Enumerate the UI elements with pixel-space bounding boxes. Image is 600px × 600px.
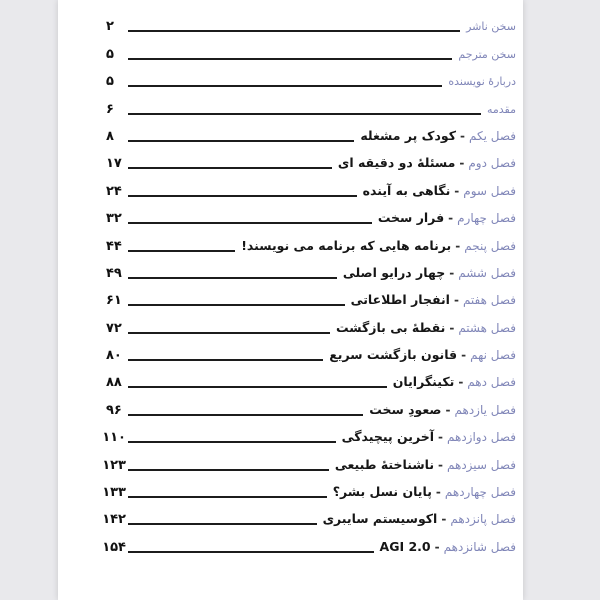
chapter-title: پایان نسل بشر؟ [332, 484, 432, 500]
separator: - [434, 539, 440, 554]
page-number: ۸ [106, 128, 114, 144]
chapter-title: مسئلهٔ دو دقیقه ای [337, 155, 456, 171]
chapter-title: فرار سخت [377, 210, 445, 226]
chapter-label: فصل ششم [458, 265, 516, 280]
dot-leader [128, 277, 337, 279]
separator: - [445, 402, 451, 417]
chapter-label: فصل پانزدهم [450, 512, 516, 527]
chapter-title: نقطهٔ بی بازگشت [336, 319, 446, 335]
toc-entry [106, 10, 516, 37]
toc-entry-title [448, 75, 516, 88]
dot-leader [128, 140, 354, 142]
page-number: ۲۴ [106, 183, 122, 199]
page-number: ۱۱۰ [102, 430, 126, 446]
toc-entry-title [466, 20, 516, 33]
chapter-title: AGI 2.0 [379, 538, 431, 554]
separator: - [449, 320, 455, 335]
page-number: ۱۵۴ [102, 539, 126, 555]
dot-leader [128, 222, 372, 224]
page-number: ۶۱ [106, 293, 122, 309]
chapter-label: فصل دوازدهم [447, 430, 516, 445]
page-number: ۶ [106, 101, 114, 117]
page-number: ۱۳۳ [102, 485, 126, 501]
chapter-title: کودک پر مشغله [360, 127, 457, 143]
chapter-title: نگاهی به آینده [362, 182, 451, 198]
toc-entry-title [369, 402, 516, 417]
page-number: ۸۸ [106, 375, 122, 391]
toc-entry-title [380, 539, 516, 554]
toc-entry-title [241, 238, 516, 253]
chapter-label: سخن ناشر [466, 20, 516, 34]
toc-entry-title [343, 265, 516, 280]
chapter-label: فصل سوم [463, 183, 516, 198]
toc-entry [106, 229, 516, 256]
toc-entry [106, 202, 516, 229]
separator: - [438, 457, 443, 472]
dot-leader [128, 469, 329, 471]
toc-entry-title [335, 457, 516, 472]
chapter-title: چهار درایو اصلی [342, 264, 446, 280]
separator: - [455, 238, 461, 253]
chapter-label: سخن مترجم [458, 47, 516, 61]
dot-leader [128, 332, 330, 334]
dot-leader [128, 250, 235, 252]
toc-entry-title [458, 48, 516, 61]
toc-entry-title [336, 320, 516, 335]
chapter-label: فصل سیزدهم [447, 457, 516, 472]
separator: - [458, 375, 464, 390]
chapter-label: فصل دهم [467, 375, 516, 390]
chapter-label: فصل نهم [470, 348, 516, 363]
chapter-label: فصل یکم [469, 128, 516, 143]
page-number: ۸۰ [106, 348, 122, 364]
chapter-title: ناشناختهٔ طبیعی [334, 456, 435, 472]
page-number: ۹۶ [106, 402, 122, 418]
toc-entry [102, 448, 516, 475]
dot-leader [128, 113, 481, 115]
book-page [58, 0, 523, 600]
toc-entry [106, 65, 516, 92]
toc-entry-title [393, 374, 516, 389]
chapter-label: دربارهٔ نویسنده [448, 75, 516, 89]
page-number: ۱۲۳ [102, 457, 126, 473]
chapter-title: برنامه هایی که برنامه می نویسند! [241, 237, 452, 253]
dot-leader [128, 359, 323, 361]
separator: - [448, 211, 454, 226]
toc-entry-title [378, 210, 516, 225]
toc-entry [106, 147, 516, 174]
toc-entry [106, 311, 516, 338]
toc-entry [106, 339, 516, 366]
toc-entry [106, 174, 516, 201]
page-number: ۲ [106, 19, 114, 35]
toc-entry [106, 37, 516, 64]
dot-leader [128, 523, 317, 525]
toc-entry-title [333, 484, 516, 499]
chapter-title: اکوسیستم سایبری [322, 511, 438, 527]
dot-leader [128, 167, 332, 169]
separator: - [435, 485, 441, 500]
dot-leader [128, 58, 452, 60]
chapter-label: فصل شانزدهم [443, 539, 516, 554]
chapter-title: تکینگرایان [392, 374, 455, 390]
page-number: ۱۴۲ [102, 512, 126, 528]
toc-entry-title [323, 511, 516, 526]
chapter-label: فصل دوم [468, 156, 516, 171]
page-number: ۵ [106, 74, 114, 90]
chapter-title: صعودِ سخت [369, 401, 442, 417]
toc-entry-title [363, 183, 516, 198]
dot-leader [128, 195, 357, 197]
separator: - [459, 156, 465, 171]
toc-entry-title [342, 429, 516, 444]
page-number: ۱۷ [106, 156, 122, 172]
chapter-label: فصل پنجم [464, 238, 516, 253]
toc-entry-title [329, 347, 516, 362]
separator: - [461, 348, 467, 363]
dot-leader [128, 441, 336, 443]
toc-entry [102, 503, 516, 530]
dot-leader [128, 85, 442, 87]
separator: - [454, 183, 460, 198]
dot-leader [128, 551, 374, 553]
toc-entry [102, 530, 516, 557]
chapter-label: فصل هفتم [462, 293, 516, 308]
toc-entry-title [360, 128, 516, 143]
dot-leader [128, 496, 327, 498]
page-number: ۳۲ [106, 211, 122, 227]
toc-entry [106, 257, 516, 284]
chapter-label: مقدمه [486, 102, 516, 116]
toc-entry [106, 92, 516, 119]
chapter-label: فصل چهارم [457, 211, 516, 226]
toc-entry [106, 393, 516, 420]
toc-entry-title [487, 103, 516, 116]
dot-leader [128, 386, 387, 388]
toc-entry-title [351, 292, 516, 307]
separator: - [441, 512, 447, 527]
table-of-contents [102, 10, 516, 558]
chapter-label: فصل چهاردهم [444, 485, 516, 500]
page-number: ۵ [106, 46, 114, 62]
chapter-title: قانون بازگشت سریع [329, 347, 458, 363]
separator: - [453, 293, 459, 308]
toc-entry [106, 366, 516, 393]
toc-entry [102, 421, 516, 448]
toc-entry-title [338, 155, 516, 170]
separator: - [449, 265, 455, 280]
separator: - [460, 128, 465, 143]
chapter-title: آخرین پیچیدگی [341, 429, 435, 445]
toc-entry [106, 120, 516, 147]
page-number: ۷۲ [106, 320, 122, 336]
dot-leader [128, 304, 345, 306]
toc-entry [106, 284, 516, 311]
dot-leader [128, 30, 460, 32]
chapter-title: انفجار اطلاعاتی [350, 292, 450, 308]
toc-entry [102, 476, 516, 503]
separator: - [438, 430, 444, 445]
page-number: ۴۹ [106, 265, 122, 281]
chapter-label: فصل یازدهم [454, 402, 516, 417]
dot-leader [128, 414, 363, 416]
page-number: ۴۴ [106, 238, 122, 254]
chapter-label: فصل هشتم [458, 320, 516, 335]
